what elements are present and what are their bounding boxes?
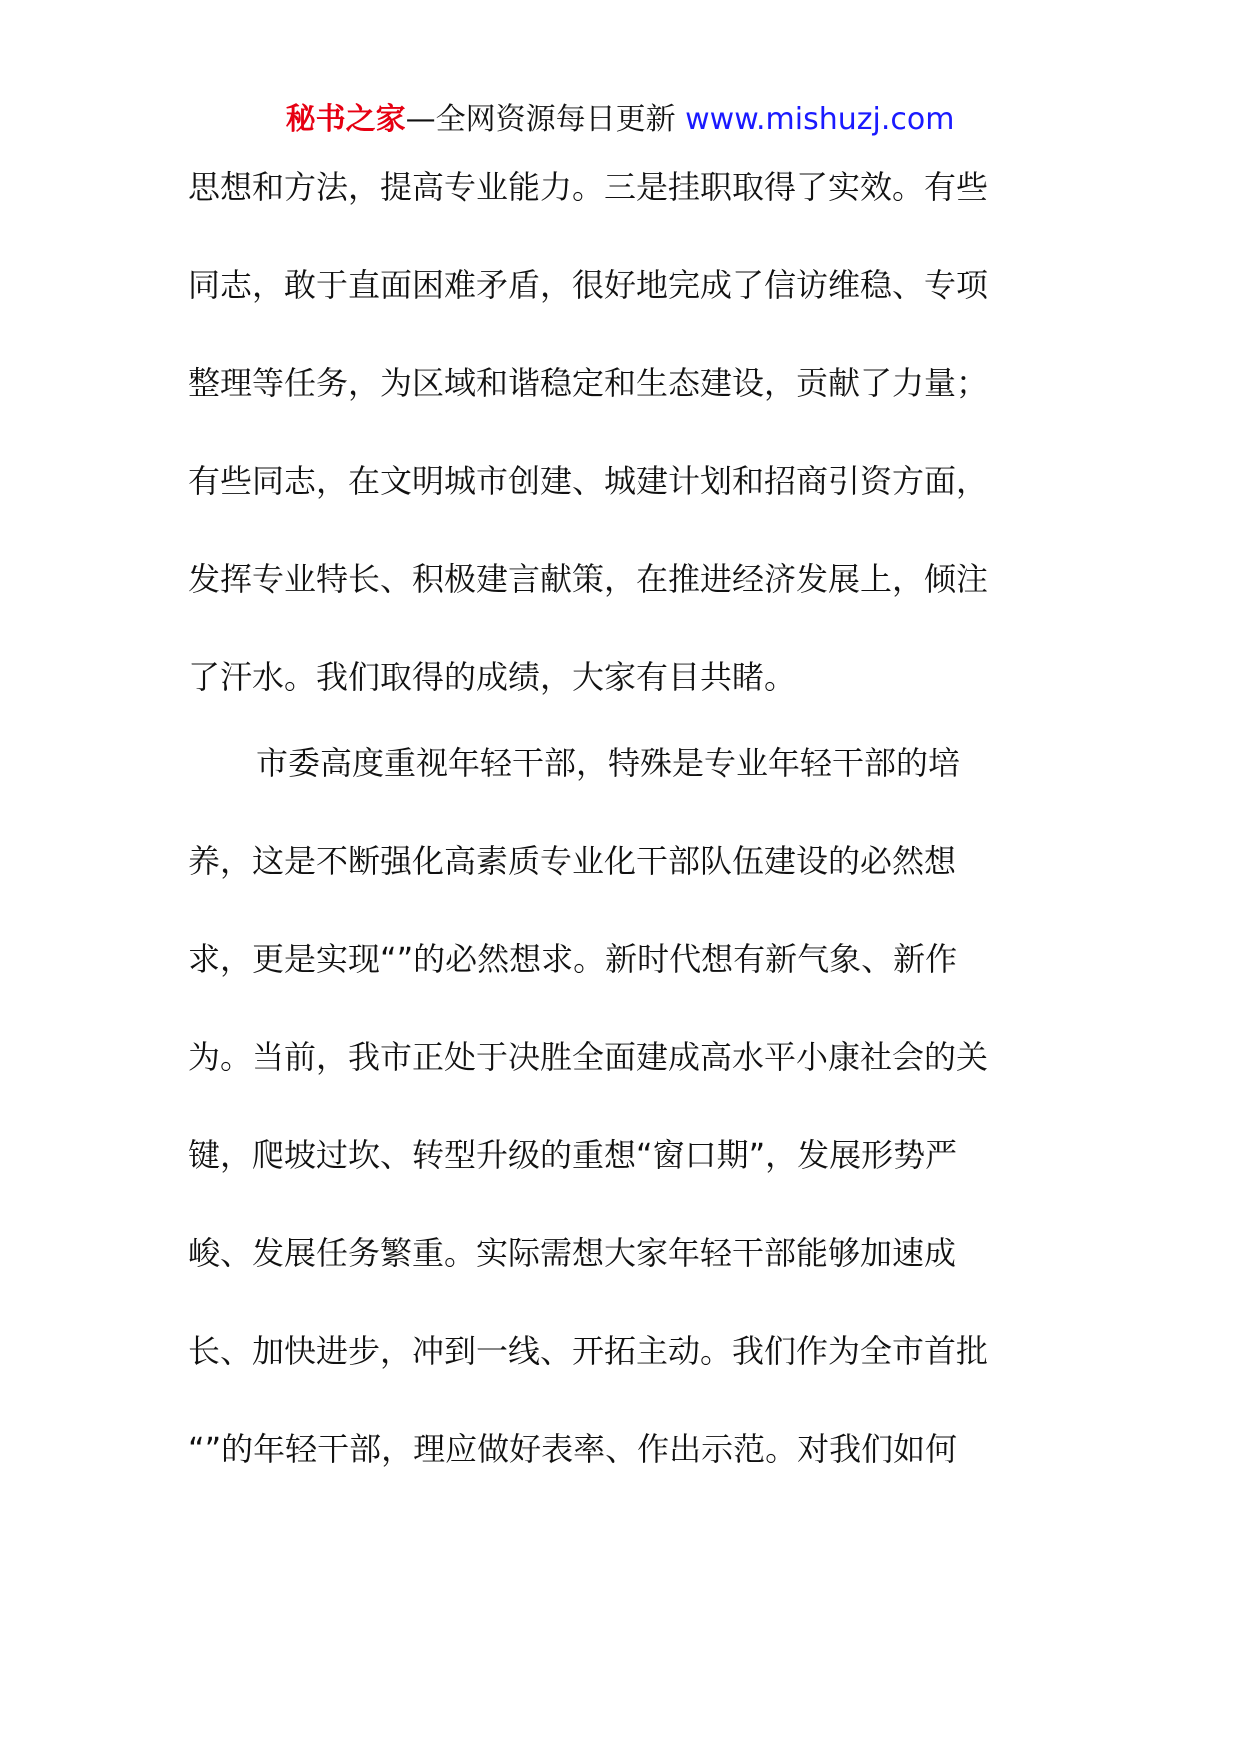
- site-url: www.mishuzj.com: [685, 102, 955, 137]
- text-line: 峻、发展任务繁重。实际需想大家年轻干部能够加速成: [188, 1234, 957, 1272]
- brand-name: 秘书之家: [285, 102, 406, 137]
- text-line: 为。当前，我市正处于决胜全面建成高水平小康社会的关: [188, 1038, 989, 1076]
- text-line: 求，更是实现“”的必然想求。新时代想有新气象、新作: [188, 940, 958, 978]
- text-line: 养，这是不断强化高素质专业化干部队伍建设的必然想: [188, 842, 957, 880]
- text-line: 有些同志，在文明城市创建、城建计划和招商引资方面，: [188, 462, 989, 500]
- banner-tagline: —全网资源每日更新: [405, 102, 686, 137]
- text-line: 长、加快进步，冲到一线、开拓主动。我们作为全市首批: [188, 1332, 989, 1370]
- text-line: “”的年轻干部，理应做好表率、作出示范。对我们如何: [188, 1430, 958, 1468]
- text-line: 键，爬坡过坎、转型升级的重想“窗口期”，发展形势严: [188, 1136, 958, 1174]
- document-body: [188, 164, 1038, 1524]
- text-line: 发挥专业特长、积极建言献策，在推进经济发展上，倾注: [188, 560, 989, 598]
- text-line: 思想和方法，提高专业能力。三是挂职取得了实效。有些: [188, 168, 989, 206]
- text-line: 整理等任务，为区域和谐稳定和生态建设，贡献了力量；: [188, 364, 989, 402]
- site-banner: [0, 100, 1240, 140]
- text-line: 同志，敢于直面困难矛盾，很好地完成了信访维稳、专项: [188, 266, 989, 304]
- paragraph-first-line: 市委高度重视年轻干部，特殊是专业年轻干部的培: [256, 744, 961, 782]
- text-line: 了汗水。我们取得的成绩，大家有目共睹。: [188, 658, 797, 696]
